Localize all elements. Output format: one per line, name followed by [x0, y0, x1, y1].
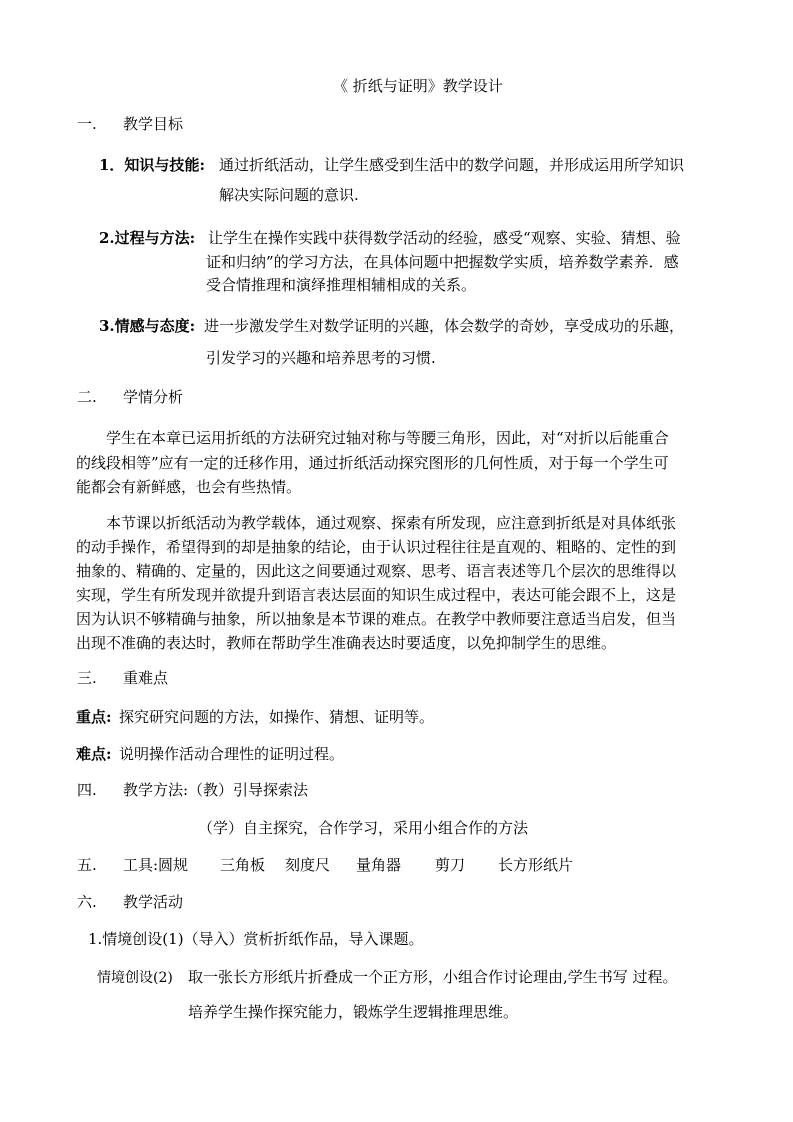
section-5-number: 五. [77, 856, 97, 874]
goal-1-line-2: 解决实际问题的意识. [219, 186, 359, 204]
section-5-heading: 工具:圆规 [123, 856, 189, 874]
activity-line-2-label: 情境创设(2) [97, 970, 173, 986]
method-student-line: （学）自主探究，合作学习，采用小组合作的方法 [198, 819, 529, 837]
goal-3-line-1: 进一步激发学生对数学证明的兴趣，体会数学的奇妙，享受成功的乐趣， [204, 317, 685, 335]
section-1-number: 一. [77, 115, 97, 133]
analysis-p1-line-1: 学生在本章已运用折纸的方法研究过轴对称与等腰三角形，因此，对“对折以后能重合 [106, 429, 669, 447]
section-3-heading: 重难点 [123, 669, 169, 687]
analysis-p2-line-5: 因为认识不够精确与抽象，所以抽象是本节课的难点。在教学中教师要注意适当启发，但当 [76, 610, 677, 628]
key-point-label: 重点: [76, 708, 112, 726]
section-6-number: 六. [77, 893, 97, 911]
section-2-number: 二. [77, 388, 97, 406]
analysis-p2-line-3: 抽象的、精确的、定量的，因此这之间要通过观察、思考、语言表述等几个层次的思维得以 [76, 562, 677, 580]
difficult-point-text: 说明操作活动合理性的证明过程。 [119, 745, 345, 763]
goal-1-line-1: 通过折纸活动，让学生感受到生活中的数学问题，并形成运用所学知识 [219, 156, 685, 174]
goal-3-line-2: 引发学习的兴趣和培养思考的习惯. [206, 349, 436, 367]
analysis-p1-line-2: 的线段相等”应有一定的迁移作用，通过折纸活动探究图形的几何性质，对于每一个学生可 [76, 454, 669, 472]
section-4-number: 四. [77, 781, 97, 799]
analysis-p2-line-2: 的动手操作，希望得到的却是抽象的结论，由于认识过程往往是直观的、粗略的、定性的到 [76, 538, 677, 556]
tool-item: 剪刀 [435, 856, 466, 874]
goal-2-line-1: 让学生在操作实践中获得数学活动的经验，感受“观察、实验、猜想、验 [208, 229, 681, 247]
goal-2-line-3: 受合情推理和演绎推理相辅相成的关系。 [206, 276, 477, 294]
tool-item: 三角板 [220, 856, 266, 874]
analysis-p2-line-1: 本节课以折纸活动为教学载体，通过观察、探索有所发现，应注意到折纸是对具体纸张 [106, 514, 677, 532]
goal-3-label: 3.情感与态度: [99, 317, 196, 335]
goal-1-label: 1．知识与技能: [99, 156, 205, 174]
analysis-p2-line-6: 出现不准确的表达时，教师在帮助学生准确表达时要适度，以免抑制学生的思维。 [76, 634, 617, 652]
goal-2-label: 2.过程与方法: [99, 229, 196, 247]
section-1-heading: 教学目标 [123, 115, 184, 133]
section-6-heading: 教学活动 [123, 893, 184, 911]
analysis-p2-line-4: 实现，学生有所发现并欲提升到语言表达层面的知识生成过程中，表达可能会跟不上，这是 [76, 586, 677, 604]
page-title: 《 折纸与证明》教学设计 [333, 77, 503, 95]
tool-item: 刻度尺 [285, 856, 331, 874]
goal-2-line-2: 证和归纳”的学习方法，在具体问题中把握数学实质，培养数学素养．感 [206, 253, 679, 271]
difficult-point-label: 难点: [76, 745, 112, 763]
activity-line-1: 1.情境创设(1)（导入）赏析折纸作品，导入课题。 [88, 930, 424, 948]
section-4-heading: 教学方法:（教）引导探索法 [123, 781, 309, 799]
activity-line-3: 培养学生操作探究能力，锻炼学生逻辑推理思维。 [188, 1003, 519, 1021]
key-point-text: 探究研究问题的方法，如操作、猜想、证明等。 [119, 708, 435, 726]
section-3-number: 三. [77, 669, 97, 687]
section-2-heading: 学情分析 [123, 388, 184, 406]
activity-line-2-text: 取一张长方形纸片折叠成一个正方形，小组合作讨论理由,学生书写 过程。 [188, 968, 678, 986]
tool-item: 长方形纸片 [498, 856, 574, 874]
tool-item: 量角器 [356, 856, 402, 874]
analysis-p1-line-3: 能都会有新鲜感，也会有些热情。 [76, 478, 302, 496]
